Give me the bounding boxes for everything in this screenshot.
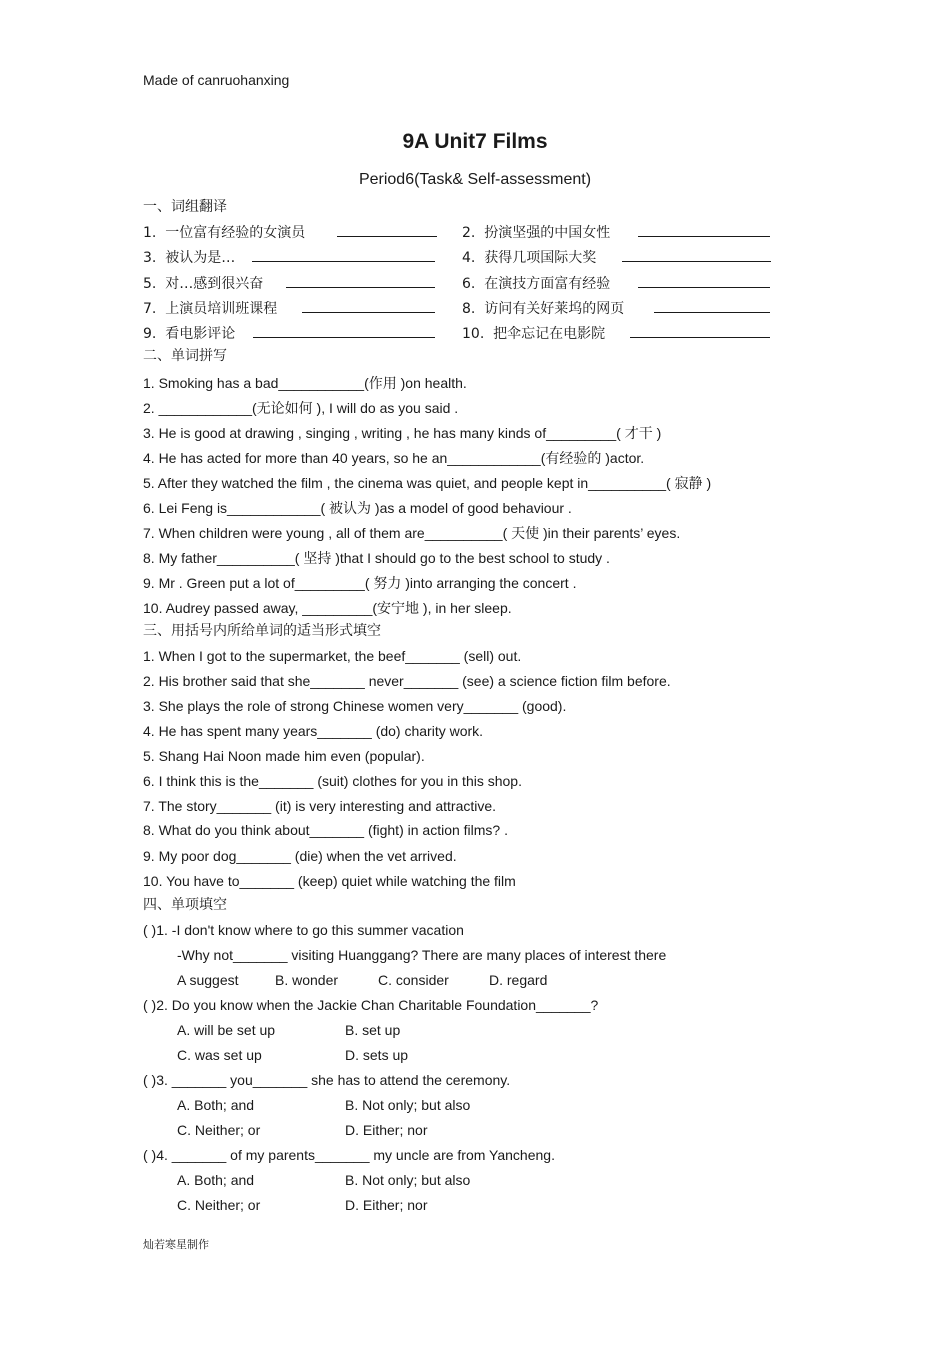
mcq-question: ( )3. _______ you_______ she has to attend the ceremony. (143, 1072, 511, 1088)
fill-question: 2. His brother said that she_______ never_______ (see) a science fiction film before. (143, 673, 671, 689)
mcq-option[interactable]: A. Both; and (177, 1172, 255, 1188)
spelling-question: 3. He is good at drawing , singing , writing , he has many kinds of_________( 才干 ) (143, 425, 662, 441)
mcq-option[interactable]: C. Neither; or (177, 1197, 261, 1213)
mcq-option[interactable]: C. was set up (177, 1047, 262, 1063)
mcq-option[interactable]: A. Both; and (177, 1097, 255, 1113)
answer-blank[interactable] (302, 300, 435, 316)
answer-blank[interactable] (654, 300, 770, 316)
mcq-option[interactable]: C. consider (378, 972, 449, 988)
mcq-option[interactable]: B. Not only; but also (345, 1097, 471, 1113)
section-heading-multiple-choice: 四、单项填空 (143, 897, 227, 913)
answer-blank[interactable] (252, 249, 435, 265)
fill-question: 4. He has spent many years_______ (do) charity work. (143, 723, 484, 739)
spelling-question: 7. When children were young , all of them are__________( 天使 )in their parents’ eyes. (143, 525, 681, 541)
mcq-question: ( )2. Do you know when the Jackie Chan Charitable Foundation_______? (143, 997, 599, 1013)
mcq-option[interactable]: D. regard (489, 972, 548, 988)
section-heading-phrase-translation: 一、词组翻译 (143, 199, 227, 215)
page-subtitle: Period6(Task& Self-assessment) (358, 171, 592, 188)
fill-question: 3. She plays the role of strong Chinese women very_______ (good). (143, 698, 567, 714)
phrase-item: 2. 扮演坚强的中国女性 (462, 225, 611, 241)
mcq-option[interactable]: C. Neither; or (177, 1122, 261, 1138)
mcq-option[interactable]: B. Not only; but also (345, 1172, 471, 1188)
phrase-item: 4. 获得几项国际大奖 (462, 250, 597, 266)
mcq-option[interactable]: B. set up (345, 1022, 401, 1038)
spelling-question: 8. My father__________( 坚持 )that I should go to the best school to study . (143, 550, 610, 566)
answer-blank[interactable] (622, 249, 771, 265)
fill-question: 10. You have to_______ (keep) quiet while watching the film (143, 873, 516, 889)
phrase-item: 8. 访问有关好莱坞的网页 (462, 301, 625, 317)
phrase-item: 9. 看电影评论 (143, 326, 236, 342)
spelling-question: 2. ____________(无论如何 ), I will do as you said . (143, 400, 459, 416)
footer-note: 灿若寒星制作 (143, 1238, 209, 1251)
fill-question: 6. I think this is the_______ (suit) clothes for you in this shop. (143, 773, 522, 789)
fill-question: 9. My poor dog_______ (die) when the vet arrived. (143, 848, 457, 864)
answer-blank[interactable] (638, 224, 770, 240)
section-heading-word-forms: 三、用括号内所给单词的适当形式填空 (143, 623, 381, 639)
mcq-option[interactable]: D. Either; nor (345, 1122, 428, 1138)
fill-question: 5. Shang Hai Noon made him even (popular). (143, 748, 425, 764)
phrase-item: 6. 在演技方面富有经验 (462, 276, 611, 292)
answer-blank[interactable] (630, 325, 770, 341)
spelling-question: 10. Audrey passed away, _________(安宁地 ), in her sleep. (143, 600, 512, 616)
fill-question: 8. What do you think about_______ (fight) in action films? . (143, 822, 508, 838)
spelling-question: 5. After they watched the film , the cinema was quiet, and people kept in__________( 寂静 ) (143, 475, 712, 491)
page-title: 9A Unit7 Films (402, 130, 548, 153)
spelling-question: 6. Lei Feng is____________( 被认为 )as a model of good behaviour . (143, 500, 572, 516)
header-note: Made of canruohanxing (143, 72, 290, 88)
phrase-item: 3. 被认为是… (143, 250, 236, 266)
mcq-option[interactable]: B. wonder (275, 972, 339, 988)
mcq-option[interactable]: D. sets up (345, 1047, 409, 1063)
section-heading-word-spelling: 二、单词拼写 (143, 348, 227, 364)
phrase-item: 5. 对…感到很兴奋 (143, 276, 264, 292)
spelling-question: 9. Mr . Green put a lot of_________( 努力 )into arranging the concert . (143, 575, 577, 591)
answer-blank[interactable] (286, 275, 435, 291)
mcq-question-continued: -Why not_______ visiting Huanggang? There are many places of interest there (177, 947, 667, 963)
phrase-item: 7. 上演员培训班课程 (143, 301, 278, 317)
mcq-option[interactable]: A. will be set up (177, 1022, 276, 1038)
answer-blank[interactable] (253, 325, 435, 341)
answer-blank[interactable] (337, 224, 437, 240)
answer-blank[interactable] (638, 275, 770, 291)
mcq-option[interactable]: A suggest (177, 972, 239, 988)
mcq-question: ( )1. -I don't know where to go this summer vacation (143, 922, 464, 938)
fill-question: 7. The story_______ (it) is very interesting and attractive. (143, 798, 497, 814)
mcq-question: ( )4. _______ of my parents_______ my uncle are from Yancheng. (143, 1147, 555, 1163)
spelling-question: 4. He has acted for more than 40 years, so he an____________(有经验的 )actor. (143, 450, 645, 466)
spelling-question: 1. Smoking has a bad___________(作用 )on health. (143, 375, 467, 391)
phrase-item: 1. 一位富有经验的女演员 (143, 225, 306, 241)
mcq-option[interactable]: D. Either; nor (345, 1197, 428, 1213)
fill-question: 1. When I got to the supermarket, the beef_______ (sell) out. (143, 648, 522, 664)
phrase-item: 10. 把伞忘记在电影院 (462, 326, 606, 342)
